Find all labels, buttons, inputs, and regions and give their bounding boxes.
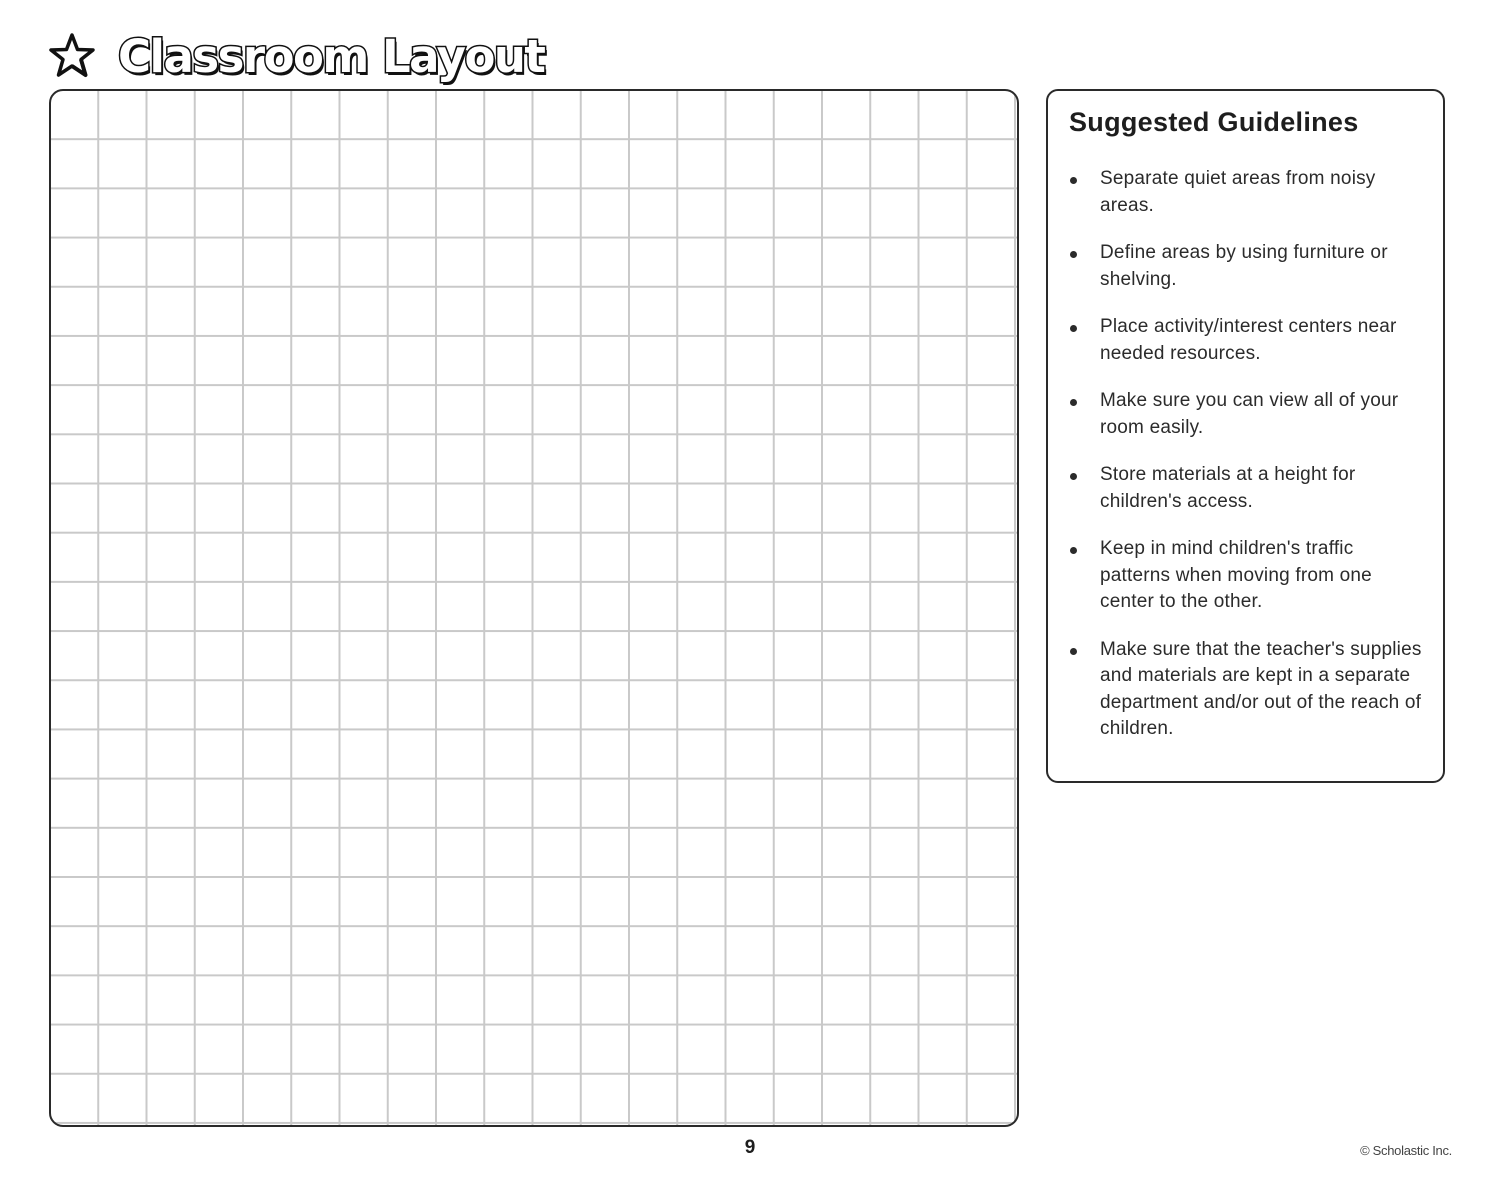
layout-grid[interactable] (49, 89, 1019, 1127)
copyright: © Scholastic Inc. (1360, 1143, 1452, 1158)
bullet-icon (1070, 325, 1077, 332)
list-item (1069, 240, 1423, 293)
bullet-icon (1070, 251, 1077, 258)
guideline-text: Define areas by using furniture or shelving. (1100, 242, 1388, 290)
bullet-icon (1070, 547, 1077, 554)
guideline-text: Store materials at a height for children's access. (1100, 464, 1356, 512)
bullet-icon (1070, 177, 1077, 184)
page-number: 9 (744, 1137, 756, 1158)
guideline-text: Make sure you can view all of your room easily. (1100, 390, 1399, 438)
guideline-text: Keep in mind children's traffic patterns when moving from one center to the other. (1100, 538, 1372, 612)
list-item (1069, 637, 1423, 743)
list-item (1069, 166, 1423, 219)
list-item (1069, 462, 1423, 515)
page-title: Classroom Layout (118, 29, 545, 83)
guidelines-panel (1046, 89, 1445, 783)
list-item (1069, 536, 1423, 616)
list-item (1069, 388, 1423, 441)
star-icon (48, 32, 96, 80)
bullet-icon (1070, 473, 1077, 480)
guideline-text: Place activity/interest centers near needed resources. (1100, 316, 1397, 364)
guidelines-list (1069, 166, 1423, 743)
guidelines-title: Suggested Guidelines (1069, 107, 1359, 137)
list-item (1069, 314, 1423, 367)
guideline-text: Separate quiet areas from noisy areas. (1100, 168, 1376, 216)
bullet-icon (1070, 399, 1077, 406)
title-row (48, 28, 544, 84)
guideline-text: Make sure that the teacher's supplies and materials are kept in a separate department and/or out of the reach of children. (1100, 638, 1422, 739)
bullet-icon (1070, 648, 1077, 655)
